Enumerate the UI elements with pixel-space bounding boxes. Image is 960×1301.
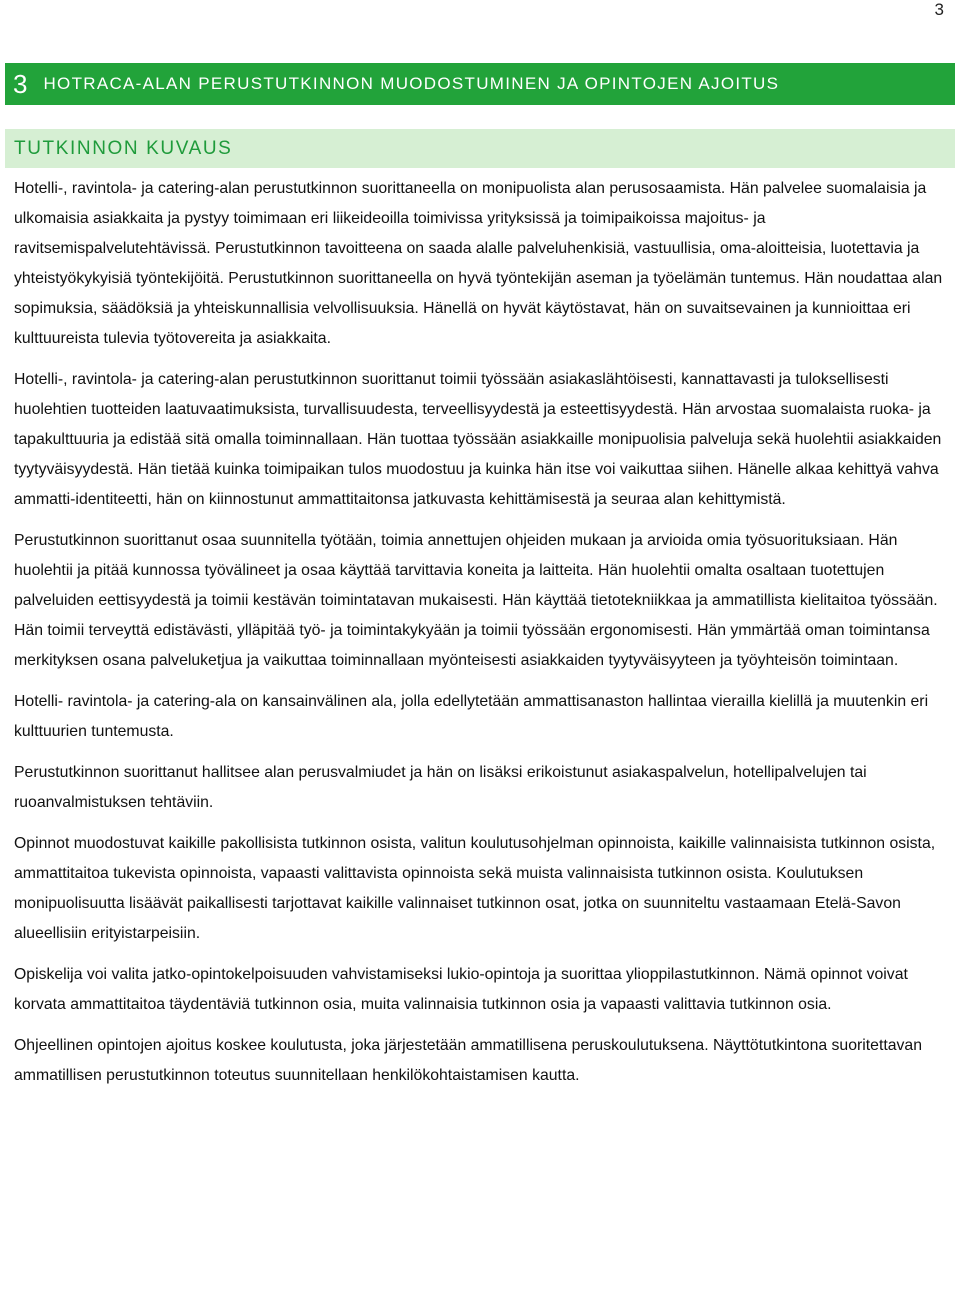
chapter-number: 3: [13, 68, 28, 99]
paragraph: Opinnot muodostuvat kaikille pakollisista tutkinnon osista, valitun koulutusohjelman opinnoista, kaikille valinnaisista tutkinnon osista, ammattitaitoa tukevista opinnoista, vapaasti valittavista opinnoista sekä muista valinnaisista tutkinnon osista. Koulutuksen monipuolisuutta lisäävät paikallisesti tarjottavat kaikille valinnaiset tutkinnon osat, jotka on suunniteltu vastaamaan Etelä-Savon alueellisiin erityistarpeisiin.: [14, 835, 936, 942]
paragraph: Perustutkinnon suorittanut hallitsee alan perusvalmiudet ja hän on lisäksi erikoistunut asiakaspalvelun, hotellipalvelujen tai ruoanvalmistuksen tehtäviin.: [14, 764, 867, 811]
chapter-heading: [5, 63, 955, 105]
paragraph: Perustutkinnon suorittanut osaa suunnitella työtään, toimia annettujen ohjeiden mukaan ja arvioida omia työsuorituksiaan. Hän huolehtii ja pitää kunnossa työvälineet ja osaa käyttää tarvittavia koneita ja laitteita. Hän huolehtii omalta osaltaan tuotettujen palveluiden eettisyydestä ja toimii kestävän toimintatavan mukaisesti. Hän käyttää tietotekniikkaa ja ammatillista kielitaitoa työssään. Hän toimii terveyttä edistävästi, ylläpitää työ- ja toimintakykyään ja toimii työssään ergonomisesti. Hän ymmärtää oman toimintansa merkityksen osana palveluketjua ja vaikuttaa toiminnallaan myönteisesti asiakkaiden tyytyväisyyteen ja työyhteisön toimintaan.: [14, 532, 938, 669]
paragraph: Hotelli-, ravintola- ja catering-alan perustutkinnon suorittaneella on monipuolista alan perusosaamista. Hän palvelee suomalaisia ja ulkomaisia asiakkaita ja pystyy toimimaan eri liikeideoilla toimivissa yrityksissä ja toimipaikoissa majoitus- ja ravitsemispalvelutehtävissä. Perustutkinnon tavoitteena on saada alalle palveluhenkisiä, vastuullisia, oma-aloitteisia, luotettavia ja yhteistyökykyisiä työntekijöitä. Perustutkinnon suorittaneella on hyvä työntekijän aseman ja työelämän tuntemus. Hän noudattaa alan sopimuksia, säädöksiä ja yhteiskunnallisia velvollisuuksia. Hänellä on hyvät käytöstavat, hän on suvaitsevainen ja kunnioittaa eri kulttuureista tulevia työtovereita ja asiakkaita.: [14, 180, 943, 347]
section-title: TUTKINNON KUVAUS: [14, 137, 233, 159]
body-text: [14, 174, 946, 1102]
paragraph: Opiskelija voi valita jatko-opintokelpoisuuden vahvistamiseksi lukio-opintoja ja suorittaa ylioppilastutkinnon. Nämä opinnot voivat korvata ammattitaitoa täydentäviä tutkinnon osia, muita valinnaisia tutkinnon osia ja vapaasti valittavia tutkinnon osia.: [14, 966, 908, 1013]
paragraph: Hotelli- ravintola- ja catering-ala on kansainvälinen ala, jolla edellytetään ammattisanaston hallintaa vierailla kielillä ja muutenkin eri kulttuurien tuntemusta.: [14, 693, 929, 740]
page-number: 3: [934, 0, 944, 19]
section-heading: [5, 129, 955, 168]
chapter-title: HOTRACA-ALAN PERUSTUTKINNON MUODOSTUMINEN JA OPINTOJEN AJOITUS: [43, 74, 780, 93]
paragraph: Hotelli-, ravintola- ja catering-alan perustutkinnon suorittanut toimii työssään asiakaslähtöisesti, kannattavasti ja tuloksellisesti huolehtien tuotteiden laatuvaatimuksista, turvallisuudesta, terveellisyydestä ja esteettisyydestä. Hän arvostaa suomalaista ruoka- ja tapakulttuuria ja edistää sitä omalla toiminnallaan. Hän tuottaa työssään asiakkaille monipuolisia palveluja sekä huolehtii asiakkaiden tyytyväisyydestä. Hän tietää kuinka toimipaikan tulos muodostuu ja kuinka hän itse voi vaikuttaa siihen. Hänelle alkaa kehittyä vahva ammatti-identiteetti, hän on kiinnostunut ammattitaitonsa jatkuvasta kehittämisestä ja seuraa alan kehittymistä.: [14, 371, 942, 508]
paragraph: Ohjeellinen opintojen ajoitus koskee koulutusta, joka järjestetään ammatillisena peruskoulutuksena. Näyttötutkintona suoritettavan ammatillisen perustutkinnon toteutus suunnitellaan henkilökohtaistamisen kautta.: [14, 1037, 922, 1084]
